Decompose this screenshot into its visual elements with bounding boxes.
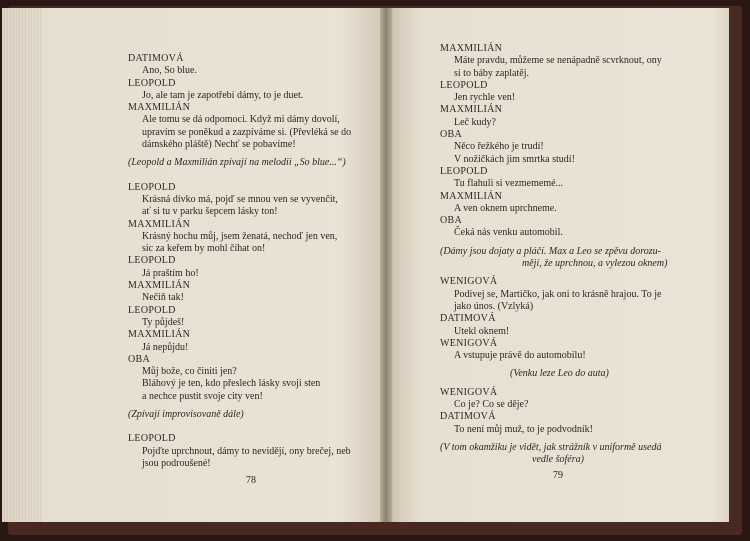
dialogue-line: Já praštím ho! [142, 267, 199, 279]
spacer [128, 170, 373, 182]
dialogue-line: Čeká nás venku automobil. [454, 227, 563, 239]
speaker-name: LEOPOLD [128, 181, 176, 193]
speaker-name: MAXMILIÁN [128, 102, 191, 114]
dialogue-line: Ale tomu se dá odpomoci. Když mi dámy dovolí, [142, 114, 340, 126]
dialogue-line: Co je? Co se děje? [454, 399, 529, 411]
dialogue-line: Jo, ale tam je zapotřebí dámy, to je duet. [142, 89, 304, 101]
speaker-name: DATIMOVÁ [440, 411, 496, 423]
speaker-name: WENIGOVÁ [440, 386, 498, 398]
speaker-name: WENIGOVÁ [440, 276, 498, 288]
dialogue-line: Utekl oknem! [454, 325, 510, 337]
dialogue-line: sic za keřem by mohl číhat on! [142, 243, 266, 255]
stage-direction: (Leopold a Maxmilián zpívají na melodii „So blue...“) [128, 157, 346, 169]
speaker-name: MAXMILIÁN [440, 190, 503, 202]
dialogue-line: Nečiň tak! [142, 292, 184, 304]
speaker-name: DATIMOVÁ [128, 53, 184, 64]
stage-direction: vedle šoféra) [532, 454, 584, 466]
speaker-name: OBA [440, 215, 463, 227]
spacer [128, 421, 373, 433]
speaker-name: MAXMILIÁN [128, 218, 191, 230]
dialogue-line: a nechce pustit svoje city ven! [142, 390, 263, 402]
left-page [2, 8, 381, 522]
dialogue-line: Jen rychle ven! [454, 92, 516, 104]
dialogue-line: To není můj muž, to je podvodník! [454, 423, 594, 435]
dialogue-line: Krásná dívko má, pojď se mnou ven se vyvenčit, [142, 193, 338, 205]
dialogue-line: Krásný hochu můj, jsem ženatá, nechoď jen ven, [142, 230, 338, 242]
dialogue-line: ať si tu v parku šepcem lásky ton! [142, 206, 278, 218]
right-page-text [440, 43, 710, 467]
speaker-name: MAXMILIÁN [128, 280, 191, 292]
dialogue-line: V nožičkách jim smrtka studí! [454, 153, 575, 165]
dialogue-line: Ty půjdeš! [142, 316, 185, 328]
stage-direction: (Dámy jsou dojaty a pláčí. Max a Leo se zpěvu dorozu- [440, 245, 661, 257]
speaker-name: LEOPOLD [128, 304, 176, 316]
dialogue-line: Bláhový je ten, kdo přeslech lásky svojí sten [142, 378, 321, 390]
speaker-name: MAXMILIÁN [440, 43, 503, 54]
page-edges [2, 8, 42, 522]
speaker-name: LEOPOLD [440, 165, 488, 177]
dialogue-line: jsou podroušené! [142, 457, 211, 469]
speaker-name: WENIGOVÁ [440, 337, 498, 349]
dialogue-line: upravím se poněkud a zazpíváme si. (Převléká se do [142, 126, 352, 138]
dialogue-line: jako únos. (Vzlyká) [454, 300, 534, 312]
stage-direction: (Venku leze Leo do auta) [510, 368, 609, 380]
speaker-name: OBA [128, 353, 151, 365]
dialogue-line: Podívej se, Martičko, jak oni to krásně hrajou. To je [454, 288, 662, 300]
speaker-name: LEOPOLD [440, 79, 488, 91]
dialogue-line: dámského pláště) Nechť se pobavíme! [142, 139, 296, 151]
stage-direction: (V tom okamžiku je vidět, jak strážník v uniformě usedá [440, 441, 662, 453]
speaker-name: OBA [440, 129, 463, 141]
stage-direction: mějí, že uprchnou, a vylezou oknem) [522, 258, 668, 270]
left-page-number: 78 [246, 475, 256, 486]
speaker-name: LEOPOLD [128, 77, 176, 89]
dialogue-line: Máte pravdu, můžeme se nenápadně scvrknout, ony [454, 55, 662, 67]
speaker-name: LEOPOLD [128, 433, 176, 445]
dialogue-line: A vstupuje právě do automobilu! [454, 350, 586, 362]
dialogue-line: Něco řežkého je trudí! [454, 141, 544, 153]
dialogue-line: Tu flahuli si vezmememé... [454, 178, 564, 190]
dialogue-line: Můj bože, co činiti jen? [142, 366, 237, 378]
stage-direction: (Zpívají improvisovaně dále) [128, 409, 244, 421]
right-page-number: 79 [553, 470, 563, 481]
dialogue-line: si to báby zaplatěj. [454, 67, 529, 79]
right-page [392, 8, 729, 522]
book-gutter [380, 8, 392, 522]
dialogue-line: Já nepůjdu! [142, 341, 189, 353]
dialogue-line: Pojďte uprchnout, dámy to nevidějí, ony brečej, neb [142, 445, 351, 457]
speaker-name: LEOPOLD [128, 255, 176, 267]
dialogue-line: A ven oknem uprchneme. [454, 202, 557, 214]
speaker-name: DATIMOVÁ [440, 313, 496, 325]
dialogue-line: Leč kudy? [454, 116, 496, 128]
dialogue-line: Ano, So blue. [142, 65, 197, 77]
left-page-text [128, 53, 373, 470]
speaker-name: MAXMILIÁN [128, 329, 191, 341]
speaker-name: MAXMILIÁN [440, 104, 503, 116]
